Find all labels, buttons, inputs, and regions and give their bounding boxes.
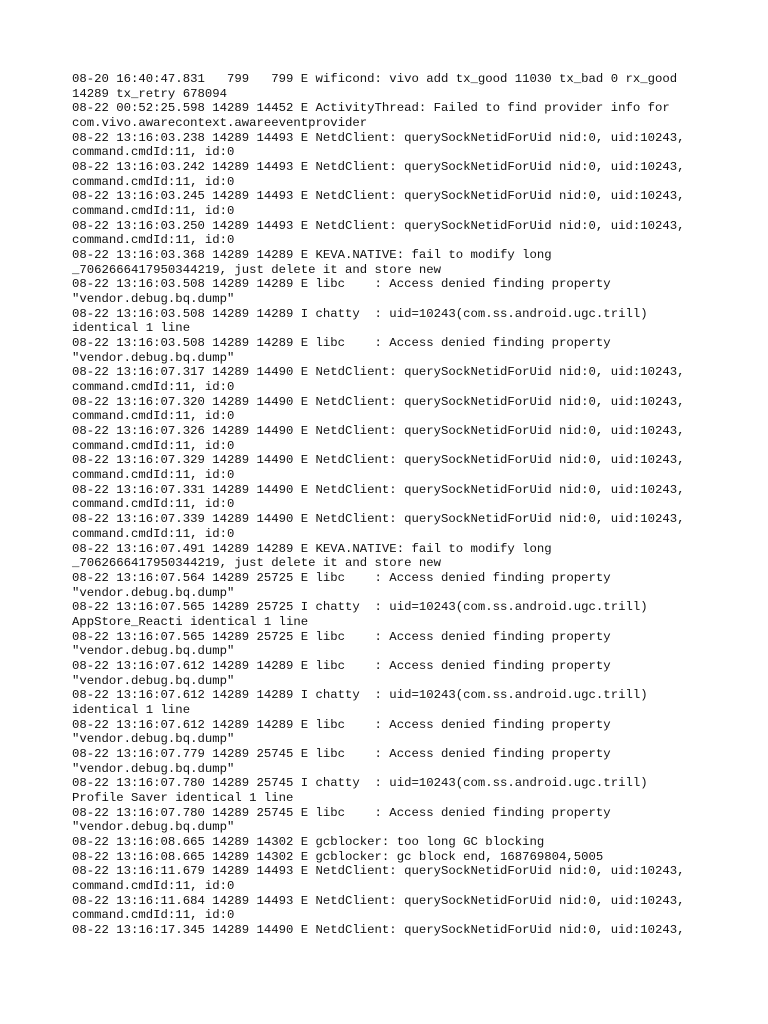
log-line: "vendor.debug.bq.dump"	[72, 350, 235, 365]
log-line: "vendor.debug.bq.dump"	[72, 292, 235, 307]
log-line: command.cmdId:11, id:0	[72, 878, 235, 893]
log-line: 08-22 13:16:07.331 14289 14490 E NetdClient: querySockNetidForUid nid:0, uid:10243,	[72, 482, 685, 497]
log-document	[72, 72, 712, 938]
log-line: 08-22 13:16:03.508 14289 14289 I chatty : uid=10243(com.ss.android.ugc.trill)	[72, 306, 648, 321]
log-line: 08-22 13:16:07.780 14289 25745 E libc : Access denied finding property	[72, 805, 611, 820]
log-line: Profile Saver identical 1 line	[72, 790, 294, 805]
log-line: command.cmdId:11, id:0	[72, 526, 235, 541]
log-line: 08-22 13:16:07.339 14289 14490 E NetdClient: querySockNetidForUid nid:0, uid:10243,	[72, 512, 685, 527]
log-line: 08-22 13:16:17.345 14289 14490 E NetdClient: querySockNetidForUid nid:0, uid:10243,	[72, 922, 685, 937]
log-line: 14289 tx_retry 678094	[72, 86, 227, 101]
log-line: 08-22 13:16:07.779 14289 25745 E libc : Access denied finding property	[72, 746, 611, 761]
log-line: 08-22 00:52:25.598 14289 14452 E ActivityThread: Failed to find provider info for	[72, 101, 670, 116]
log-line: 08-22 13:16:07.564 14289 25725 E libc : Access denied finding property	[72, 570, 611, 585]
log-line: identical 1 line	[72, 321, 191, 336]
log-line: command.cmdId:11, id:0	[72, 468, 235, 483]
log-line: 08-22 13:16:07.780 14289 25745 I chatty : uid=10243(com.ss.android.ugc.trill)	[72, 776, 648, 791]
log-line: 08-22 13:16:07.565 14289 25725 E libc : Access denied finding property	[72, 629, 611, 644]
log-line: command.cmdId:11, id:0	[72, 497, 235, 512]
log-line: 08-22 13:16:03.238 14289 14493 E NetdClient: querySockNetidForUid nid:0, uid:10243,	[72, 130, 685, 145]
log-line: 08-22 13:16:07.612 14289 14289 E libc : Access denied finding property	[72, 717, 611, 732]
log-line: _7062666417950344219, just delete it and store new	[72, 262, 441, 277]
log-line: command.cmdId:11, id:0	[72, 409, 235, 424]
log-line: 08-22 13:16:07.320 14289 14490 E NetdClient: querySockNetidForUid nid:0, uid:10243,	[72, 394, 685, 409]
log-line: command.cmdId:11, id:0	[72, 233, 235, 248]
log-line: "vendor.debug.bq.dump"	[72, 585, 235, 600]
log-line: "vendor.debug.bq.dump"	[72, 644, 235, 659]
log-line: 08-22 13:16:07.612 14289 14289 I chatty : uid=10243(com.ss.android.ugc.trill)	[72, 688, 648, 703]
log-line: command.cmdId:11, id:0	[72, 204, 235, 219]
log-line: 08-22 13:16:07.329 14289 14490 E NetdClient: querySockNetidForUid nid:0, uid:10243,	[72, 453, 685, 468]
log-line: "vendor.debug.bq.dump"	[72, 732, 235, 747]
log-line: com.vivo.awarecontext.awareeventprovider	[72, 116, 368, 131]
log-line: 08-22 13:16:07.317 14289 14490 E NetdClient: querySockNetidForUid nid:0, uid:10243,	[72, 365, 685, 380]
log-line: 08-22 13:16:07.612 14289 14289 E libc : Access denied finding property	[72, 658, 611, 673]
log-line: command.cmdId:11, id:0	[72, 908, 235, 923]
log-line: 08-22 13:16:08.665 14289 14302 E gcblocker: gc block end, 168769804,5005	[72, 849, 604, 864]
log-line: identical 1 line	[72, 702, 191, 717]
log-line: command.cmdId:11, id:0	[72, 145, 235, 160]
log-line: 08-22 13:16:07.326 14289 14490 E NetdClient: querySockNetidForUid nid:0, uid:10243,	[72, 424, 685, 439]
log-line: AppStore_Reacti identical 1 line	[72, 614, 309, 629]
log-line: 08-22 13:16:03.508 14289 14289 E libc : Access denied finding property	[72, 336, 611, 351]
log-line: 08-22 13:16:03.508 14289 14289 E libc : Access denied finding property	[72, 277, 611, 292]
log-line: "vendor.debug.bq.dump"	[72, 761, 235, 776]
log-line: 08-22 13:16:11.679 14289 14493 E NetdClient: querySockNetidForUid nid:0, uid:10243,	[72, 864, 685, 879]
log-line: 08-22 13:16:07.565 14289 25725 I chatty : uid=10243(com.ss.android.ugc.trill)	[72, 600, 648, 615]
log-line: 08-22 13:16:11.684 14289 14493 E NetdClient: querySockNetidForUid nid:0, uid:10243,	[72, 893, 685, 908]
log-line: command.cmdId:11, id:0	[72, 438, 235, 453]
log-line: 08-20 16:40:47.831 799 799 E wificond: vivo add tx_good 11030 tx_bad 0 rx_good	[72, 72, 678, 86]
log-line: _7062666417950344219, just delete it and store new	[72, 556, 441, 571]
log-line: 08-22 13:16:03.250 14289 14493 E NetdClient: querySockNetidForUid nid:0, uid:10243,	[72, 218, 685, 233]
log-line: 08-22 13:16:03.245 14289 14493 E NetdClient: querySockNetidForUid nid:0, uid:10243,	[72, 189, 685, 204]
log-line: command.cmdId:11, id:0	[72, 174, 235, 189]
log-line: command.cmdId:11, id:0	[72, 380, 235, 395]
log-line: 08-22 13:16:07.491 14289 14289 E KEVA.NATIVE: fail to modify long	[72, 541, 552, 556]
log-line: "vendor.debug.bq.dump"	[72, 673, 235, 688]
log-line: 08-22 13:16:03.368 14289 14289 E KEVA.NATIVE: fail to modify long	[72, 248, 552, 263]
log-line: 08-22 13:16:08.665 14289 14302 E gcblocker: too long GC blocking	[72, 834, 545, 849]
log-line: "vendor.debug.bq.dump"	[72, 820, 235, 835]
log-line: 08-22 13:16:03.242 14289 14493 E NetdClient: querySockNetidForUid nid:0, uid:10243,	[72, 160, 685, 175]
